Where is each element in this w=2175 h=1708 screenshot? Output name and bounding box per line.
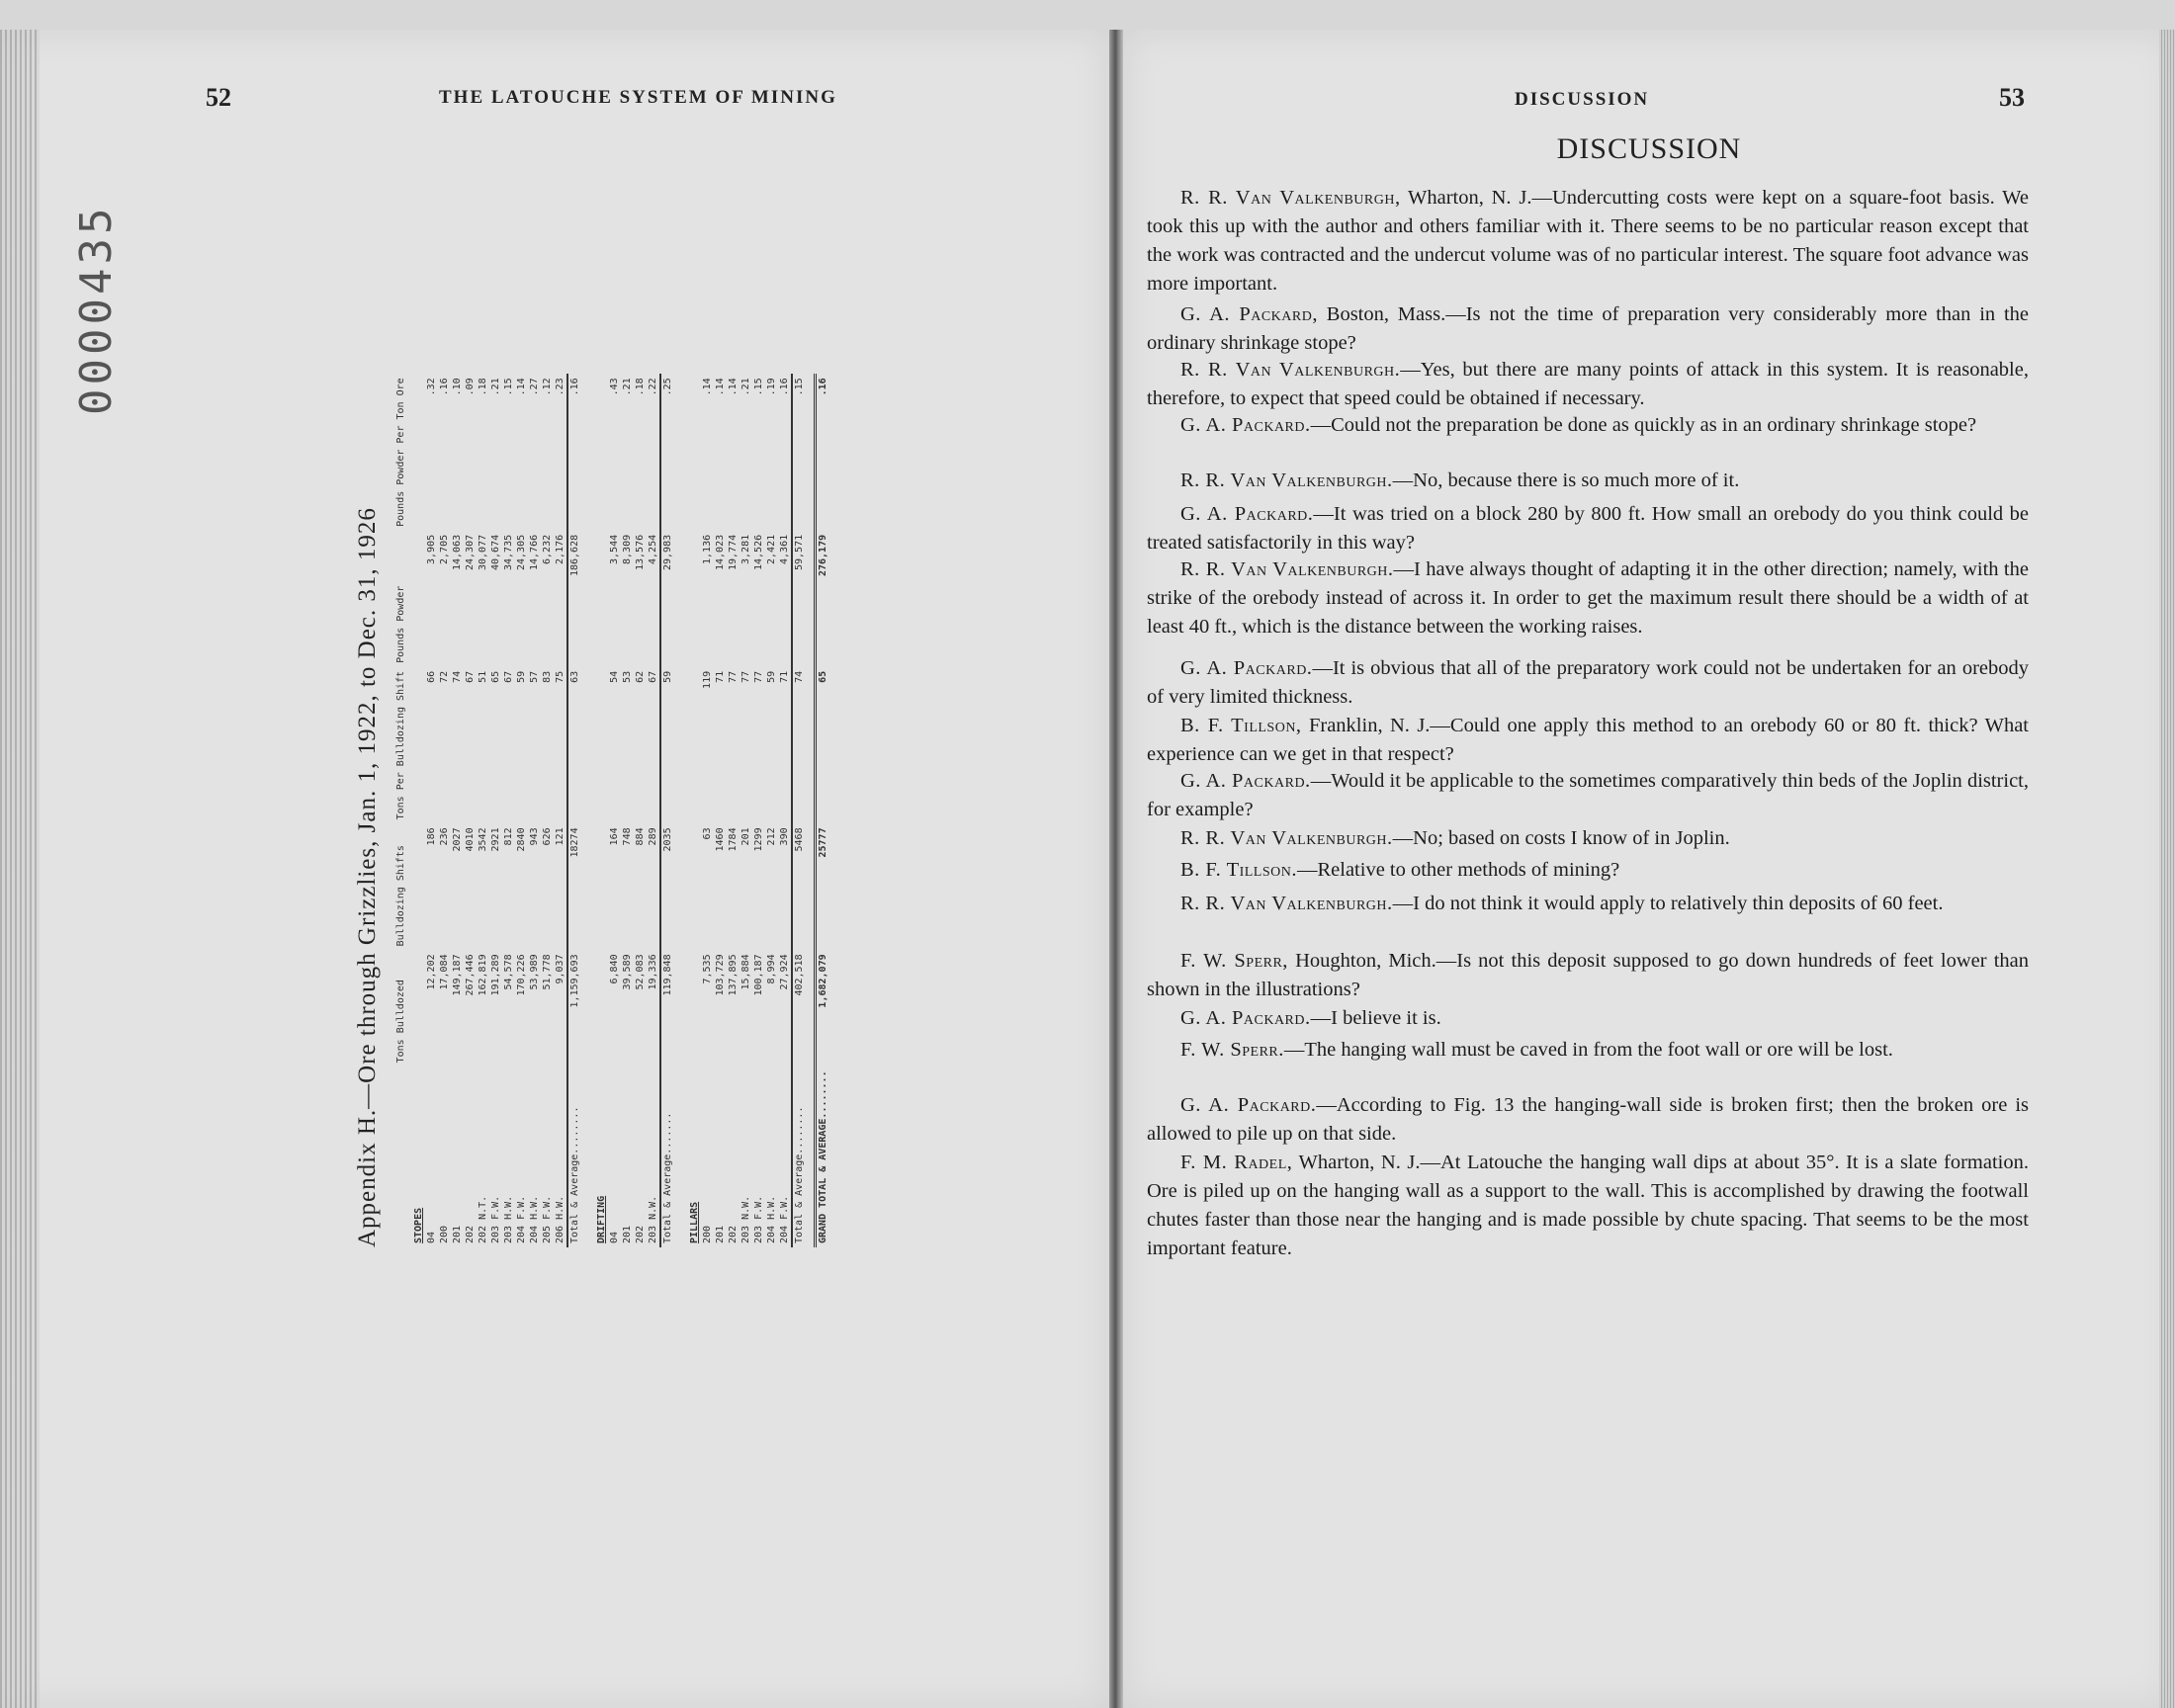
table-row <box>554 374 567 1247</box>
speaker-remark: Franklin, N. J.—Could one apply this method to an orebody 60 or 80 ft. thick? What experience can we get in that respect? <box>1147 715 2029 765</box>
table-cell: 119,848 <box>660 950 682 1067</box>
table-cell: 04 <box>426 1231 437 1243</box>
discussion-paragraph <box>1147 856 2029 885</box>
speaker-remark: —Could not the preparation be done as quickly as in an ordinary shrinkage stope? <box>1310 414 1977 436</box>
speaker-remark: —Relative to other methods of mining? <box>1296 859 1620 881</box>
table-cell: 3,905 <box>426 534 437 564</box>
table-cell: 236 <box>439 827 450 846</box>
speaker-name: R. R. Van Valkenburgh. <box>1180 470 1393 491</box>
scan-top-band <box>0 0 2175 30</box>
table-cell: .09 <box>465 378 476 396</box>
table-cell: 206 H.W. <box>555 1195 566 1243</box>
table-cell: 748 <box>622 827 633 846</box>
table-row <box>634 374 647 1247</box>
discussion-paragraph <box>1147 411 2029 440</box>
table-row <box>502 374 515 1247</box>
table-cell: 53 <box>622 670 633 683</box>
table-cell: 204 H.W. <box>766 1195 777 1243</box>
table-row <box>464 374 477 1247</box>
table-row <box>489 374 502 1247</box>
discussion-paragraph <box>1147 654 2029 712</box>
table-cell: 201 <box>452 1225 463 1243</box>
table-grand-total-row <box>816 374 830 1247</box>
table-cell: 6,232 <box>542 534 553 564</box>
table-cell: 72 <box>439 670 450 683</box>
table-cell: 202 <box>465 1225 476 1243</box>
appendix-table-body <box>406 374 829 1247</box>
table-cell: 2,421 <box>766 534 777 564</box>
table-cell: 04 <box>609 1231 620 1243</box>
table-cell: 59,571 <box>792 531 816 667</box>
table-cell: 67 <box>648 670 658 683</box>
table-cell: 54 <box>609 670 620 683</box>
speaker-remark: —Yes, but there are many points of attack in this system. It is reasonable, therefore, to expect that speed could be obtained if necessary. <box>1147 359 2029 409</box>
section-heading-row <box>589 374 608 1247</box>
table-cell: 66 <box>426 670 437 683</box>
table-row <box>425 374 438 1247</box>
table-cell: 204 F.W. <box>779 1195 790 1243</box>
table-cell: 14,063 <box>452 534 463 570</box>
table-cell: 402,518 <box>792 950 816 1067</box>
speaker-remark: Wharton, N. J.—At Latouche the hanging wall dips at about 35°. It is a slate formation. Ore is piled up on the hanging wall as a support to the wall. This is accomplished by drawing the footwall chutes faster than those near the hanging and is made possible by chute spacing. That seems to be the most important feature. <box>1147 1152 2029 1259</box>
table-cell: .16 <box>816 374 830 531</box>
table-cell: 203 N.W. <box>740 1195 751 1243</box>
table-cell: 812 <box>503 827 514 846</box>
table-cell: .18 <box>635 378 646 396</box>
table-cell: 24,307 <box>465 534 476 570</box>
table-cell: 626 <box>542 827 553 846</box>
table-cell: 39,589 <box>622 954 633 990</box>
table-cell: 25777 <box>816 823 830 950</box>
table-cell: 5468 <box>792 823 816 950</box>
table-cell: .14 <box>702 378 713 396</box>
table-row <box>740 374 752 1247</box>
table-row <box>438 374 451 1247</box>
right-running-head: DISCUSSION <box>1515 89 1650 110</box>
table-cell: .43 <box>609 378 620 396</box>
discussion-paragraph <box>1147 1004 2029 1033</box>
table-cell: Total & Average........ <box>567 1067 589 1247</box>
speaker-name: F. W. Sperr. <box>1180 1039 1284 1061</box>
table-row <box>647 374 660 1247</box>
discussion-paragraph <box>1147 712 2029 769</box>
table-cell: 2035 <box>660 823 682 950</box>
discussion-paragraph <box>1147 947 2029 1004</box>
header-cell: Tons Per Bulldozing Shift <box>395 670 406 820</box>
speaker-remark: —Would it be applicable to the sometimes comparatively thin beds of the Joplin district, for example? <box>1147 770 2030 820</box>
speaker-remark: —According to Fig. 13 the hanging-wall side is broken first; then the broken ore is allowed to pile up on that side. <box>1147 1094 2029 1145</box>
discussion-paragraph <box>1147 1149 2029 1263</box>
book-gutter <box>1109 30 1123 1708</box>
table-cell: 289 <box>648 827 658 846</box>
speaker-remark: Wharton, N. J.—Undercutting costs were kept on a square-foot basis. We took this up with the author and others familiar with it. There seems to be no particular reason except that the work was contracted and the undercut volume was of no particular interest. The square foot advance was more important. <box>1147 187 2029 295</box>
table-cell: Total & Average........ <box>792 1067 816 1247</box>
discussion-paragraph <box>1147 1036 2029 1065</box>
table-cell: 67 <box>503 670 514 683</box>
table-cell: 8,994 <box>766 954 777 984</box>
table-cell: 164 <box>609 827 620 846</box>
table-cell: .10 <box>452 378 463 396</box>
table-cell: 18274 <box>567 823 589 950</box>
speaker-remark: —I have always thought of adapting it in the other direction; namely, with the strike of the orebody instead of across it. In order to get the maximum result there should be a width of at least 40 ft., which is the distance between the working raises. <box>1147 558 2029 638</box>
table-row <box>701 374 714 1247</box>
table-cell: 2,705 <box>439 534 450 564</box>
discussion-paragraph <box>1147 1091 2029 1149</box>
speaker-name: G. A. Packard. <box>1180 503 1314 525</box>
table-cell: 2921 <box>490 827 501 852</box>
discussion-paragraph <box>1147 824 2029 853</box>
table-cell: 186,628 <box>567 531 589 667</box>
table-cell: .16 <box>439 378 450 396</box>
table-cell: 14,526 <box>753 534 764 570</box>
table-cell: .14 <box>516 378 527 396</box>
table-cell: .15 <box>753 378 764 396</box>
table-cell: 19,774 <box>728 534 739 570</box>
table-cell: 3,544 <box>609 534 620 564</box>
speaker-name: R. R. Van Valkenburgh. <box>1180 359 1401 381</box>
table-cell: 15,884 <box>740 954 751 990</box>
table-row <box>778 374 792 1247</box>
table-cell: 57 <box>529 670 540 683</box>
table-cell: 53,989 <box>529 954 540 990</box>
table-cell: 65 <box>490 670 501 683</box>
table-cell: 74 <box>452 670 463 683</box>
speaker-name: R. R. Van Valkenburgh. <box>1180 558 1394 580</box>
table-cell: 63 <box>567 667 589 824</box>
table-cell: 71 <box>715 670 726 683</box>
table-cell: 884 <box>635 827 646 846</box>
speaker-name: G. A. Packard, <box>1180 303 1318 325</box>
table-cell: 201 <box>622 1225 633 1243</box>
table-cell: 65 <box>816 667 830 824</box>
table-cell: 390 <box>779 827 790 846</box>
header-cell <box>393 1067 406 1247</box>
table-row <box>541 374 554 1247</box>
table-cell: 63 <box>702 827 713 840</box>
table-cell: 1299 <box>753 827 764 852</box>
speaker-name: G. A. Packard. <box>1180 657 1313 679</box>
table-row <box>608 374 621 1247</box>
table-cell: 201 <box>740 827 751 846</box>
table-cell: .19 <box>766 378 777 396</box>
table-cell: 8,309 <box>622 534 633 564</box>
table-cell: 1460 <box>715 827 726 852</box>
section-heading: PILLARS <box>689 1201 700 1243</box>
header-cell: Pounds Powder <box>395 585 406 663</box>
discussion-paragraph <box>1147 467 2029 495</box>
table-cell: .22 <box>648 378 658 396</box>
table-row <box>714 374 727 1247</box>
discussion-paragraph <box>1147 356 2029 413</box>
table-total-row <box>567 374 589 1247</box>
table-cell: .15 <box>503 378 514 396</box>
table-total-row <box>660 374 682 1247</box>
table-cell: 13,576 <box>635 534 646 570</box>
discussion-paragraph <box>1147 890 2029 918</box>
table-cell: .32 <box>426 378 437 396</box>
archive-stamp: 0000435 <box>71 204 122 415</box>
speaker-remark: Boston, Mass.—Is not the time of preparation very considerably more than in the ordinary shrinkage stope? <box>1147 303 2029 354</box>
table-cell: 59 <box>660 667 682 824</box>
left-running-head: THE LATOUCHE SYSTEM OF MINING <box>439 87 837 108</box>
speaker-name: F. M. Radel, <box>1180 1152 1293 1173</box>
table-row <box>727 374 740 1247</box>
discussion-paragraph <box>1147 500 2029 557</box>
appendix-rotated-block <box>354 279 987 1247</box>
speaker-remark: —I do not think it would apply to relatively thin deposits of 60 feet. <box>1392 893 1944 914</box>
table-cell: 6,840 <box>609 954 620 984</box>
table-cell: GRAND TOTAL & AVERAGE........ <box>816 1067 830 1247</box>
speaker-remark: —It was tried on a block 280 by 800 ft. How small an orebody do you think could be treated satisfactorily in this way? <box>1147 503 2030 554</box>
table-cell: 201 <box>715 1225 726 1243</box>
appendix-table <box>393 374 829 1247</box>
table-cell: 19,336 <box>648 954 658 990</box>
table-cell: 276,179 <box>816 531 830 667</box>
table-cell: 7,535 <box>702 954 713 984</box>
section-heading-row <box>682 374 701 1247</box>
table-cell: .16 <box>567 374 589 531</box>
table-cell: 51,778 <box>542 954 553 990</box>
table-cell: 12,202 <box>426 954 437 990</box>
table-cell: 203 F.W. <box>490 1195 501 1243</box>
table-row <box>451 374 464 1247</box>
table-cell: 267,446 <box>465 954 476 996</box>
speaker-remark: Houghton, Mich.—Is not this deposit supposed to go down hundreds of feet lower than shown in the illustrations? <box>1147 950 2029 1000</box>
table-cell: 200 <box>702 1225 713 1243</box>
table-cell: .21 <box>740 378 751 396</box>
page-edges-right <box>2159 30 2175 1708</box>
table-cell: 14,766 <box>529 534 540 570</box>
section-heading-row <box>406 374 425 1247</box>
speaker-remark: —It is obvious that all of the preparatory work could not be undertaken for an orebody of very limited thickness. <box>1147 657 2029 708</box>
table-cell: 14,023 <box>715 534 726 570</box>
table-cell: .23 <box>555 378 566 396</box>
table-cell: 202 N.T. <box>478 1195 488 1243</box>
table-cell: .14 <box>728 378 739 396</box>
table-row <box>528 374 541 1247</box>
table-cell: 212 <box>766 827 777 846</box>
table-cell: 1784 <box>728 827 739 852</box>
speaker-name: G. A. Packard. <box>1180 414 1311 436</box>
table-cell: 4,361 <box>779 534 790 564</box>
table-cell: .14 <box>715 378 726 396</box>
header-cell: Tons Bulldozed <box>395 980 406 1064</box>
table-cell: 2027 <box>452 827 463 852</box>
table-cell: 24,305 <box>516 534 527 570</box>
speaker-name: F. W. Sperr, <box>1180 950 1288 972</box>
page-edges-left <box>0 30 40 1708</box>
table-cell: .12 <box>542 378 553 396</box>
table-cell: 54,578 <box>503 954 514 990</box>
table-cell: 40,674 <box>490 534 501 570</box>
table-cell: 191,289 <box>490 954 501 996</box>
table-cell: 2,176 <box>555 534 566 564</box>
table-cell: 67 <box>465 670 476 683</box>
discussion-paragraph <box>1147 300 2029 358</box>
table-row <box>621 374 634 1247</box>
table-cell: 83 <box>542 670 553 683</box>
table-cell: 1,159,693 <box>567 950 589 1067</box>
table-cell: 149,187 <box>452 954 463 996</box>
table-cell: 30,077 <box>478 534 488 570</box>
table-cell: 103,729 <box>715 954 726 996</box>
table-cell: 27,924 <box>779 954 790 990</box>
speaker-name: R. R. Van Valkenburgh. <box>1180 827 1393 849</box>
discussion-paragraph <box>1147 555 2029 641</box>
table-cell: 204 F.W. <box>516 1195 527 1243</box>
table-cell: 203 F.W. <box>753 1195 764 1243</box>
header-cell: Bulldozing Shifts <box>395 845 406 947</box>
table-cell: 9,037 <box>555 954 566 984</box>
table-total-row <box>792 374 816 1247</box>
table-cell: 77 <box>740 670 751 683</box>
table-cell: 2840 <box>516 827 527 852</box>
table-cell: 75 <box>555 670 566 683</box>
speaker-remark: —No; based on costs I know of in Joplin. <box>1392 827 1730 849</box>
table-cell: 51 <box>478 670 488 683</box>
table-cell: Total & Average....... <box>660 1067 682 1247</box>
speaker-name: R. R. Van Valkenburgh, <box>1180 187 1401 209</box>
table-cell: 3,281 <box>740 534 751 564</box>
table-cell: 170,226 <box>516 954 527 996</box>
table-cell: 29,983 <box>660 531 682 667</box>
speaker-name: G. A. Packard. <box>1180 1094 1317 1116</box>
table-cell: 77 <box>728 670 739 683</box>
table-cell: 205 F.W. <box>542 1195 553 1243</box>
table-header-row <box>393 374 406 1247</box>
table-cell: 71 <box>779 670 790 683</box>
table-cell: 1,682,079 <box>816 950 830 1067</box>
discussion-paragraph <box>1147 184 2029 299</box>
table-cell: 203 N.W. <box>648 1195 658 1243</box>
table-cell: .16 <box>779 378 790 396</box>
table-cell: 4010 <box>465 827 476 852</box>
table-cell: 186 <box>426 827 437 846</box>
table-cell: 121 <box>555 827 566 846</box>
table-cell: 59 <box>516 670 527 683</box>
speaker-name: B. F. Tillson, <box>1180 715 1302 736</box>
table-cell: 4,254 <box>648 534 658 564</box>
speaker-name: G. A. Packard. <box>1180 770 1311 792</box>
left-page-number: 52 <box>206 83 231 112</box>
appendix-title: Appendix H.—Ore through Grizzlies, Jan. 1, 1922, to Dec. 31, 1926 <box>354 507 381 1247</box>
table-cell: 100,187 <box>753 954 764 996</box>
table-cell: 17,084 <box>439 954 450 990</box>
table-cell: .18 <box>478 378 488 396</box>
section-heading: DRIFTING <box>596 1195 607 1243</box>
header-cell: Pounds Powder Per Ton Ore <box>395 378 406 527</box>
discussion-paragraph <box>1147 767 2029 824</box>
speaker-name: G. A. Packard. <box>1180 1007 1311 1029</box>
table-cell: 119 <box>702 670 713 689</box>
table-row <box>765 374 778 1247</box>
table-cell: .15 <box>792 374 816 531</box>
table-cell: 162,819 <box>478 954 488 996</box>
speaker-remark: —I believe it is. <box>1310 1007 1441 1029</box>
table-cell: .25 <box>660 374 682 531</box>
speaker-name: B. F. Tillson. <box>1180 859 1297 881</box>
table-cell: 3542 <box>478 827 488 852</box>
table-cell: 204 H.W. <box>529 1195 540 1243</box>
table-cell: 1,136 <box>702 534 713 564</box>
discussion-title: DISCUSSION <box>1556 132 1742 165</box>
table-cell: 77 <box>753 670 764 683</box>
table-cell: .21 <box>490 378 501 396</box>
table-cell: 52,083 <box>635 954 646 990</box>
table-cell: 200 <box>439 1225 450 1243</box>
table-cell: .21 <box>622 378 633 396</box>
table-cell: 203 H.W. <box>503 1195 514 1243</box>
right-page-number: 53 <box>1999 83 2025 112</box>
table-cell: .27 <box>529 378 540 396</box>
section-heading: STOPES <box>413 1207 424 1243</box>
table-cell: 34,735 <box>503 534 514 570</box>
table-cell: 137,895 <box>728 954 739 996</box>
table-row <box>515 374 528 1247</box>
table-cell: 202 <box>728 1225 739 1243</box>
table-cell: 62 <box>635 670 646 683</box>
speaker-remark: —The hanging wall must be caved in from the foot wall or ore will be lost. <box>1283 1039 1893 1061</box>
speaker-name: R. R. Van Valkenburgh. <box>1180 893 1393 914</box>
table-cell: 74 <box>792 667 816 824</box>
table-cell: 202 <box>635 1225 646 1243</box>
table-cell: 943 <box>529 827 540 846</box>
table-row <box>477 374 489 1247</box>
table-row <box>752 374 765 1247</box>
table-cell: 59 <box>766 670 777 683</box>
speaker-remark: —No, because there is so much more of it. <box>1392 470 1740 491</box>
